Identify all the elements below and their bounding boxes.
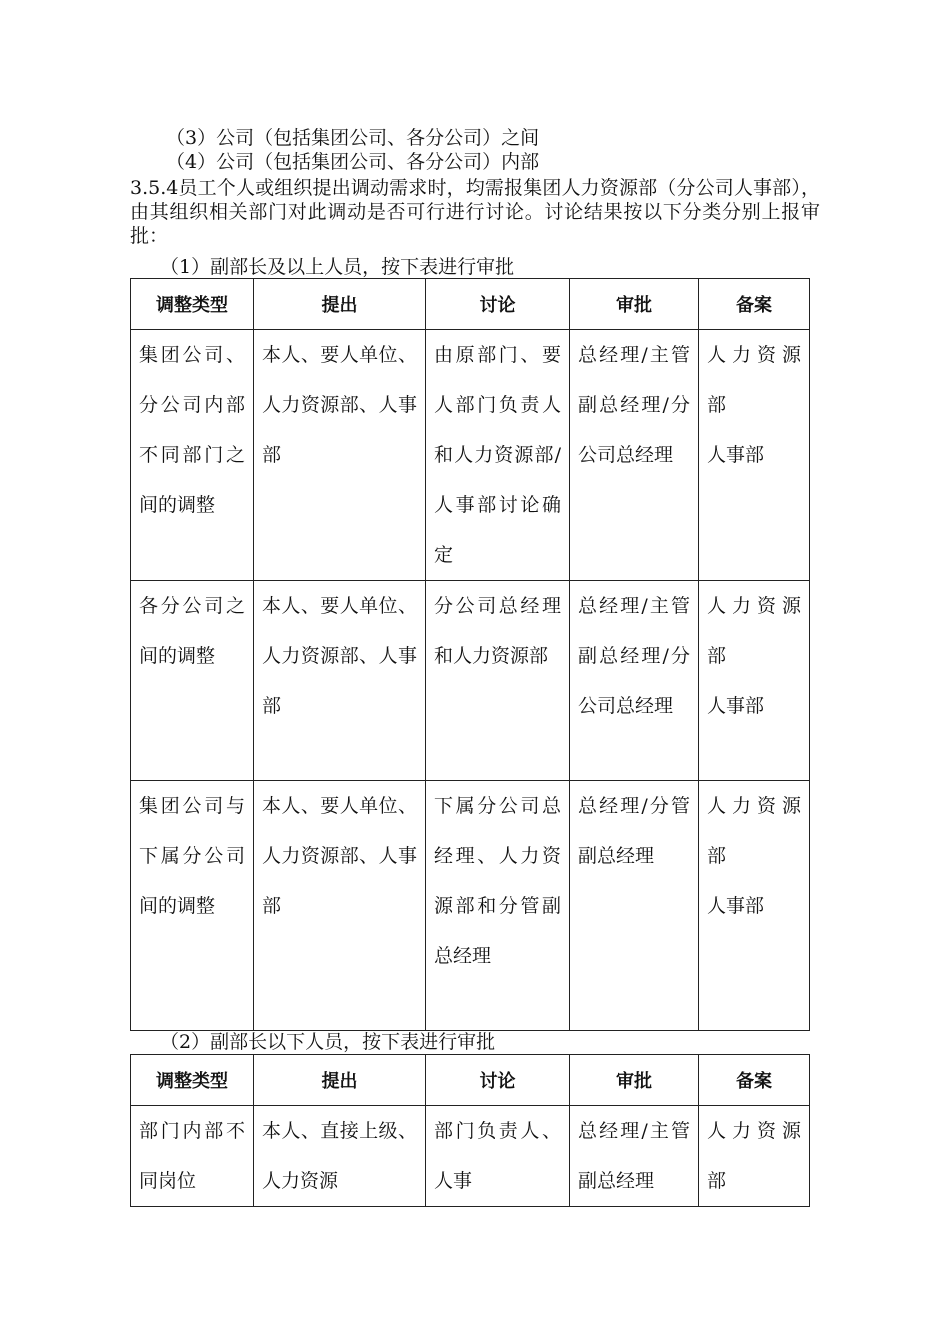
cell-record: 人力资源部 人事部 xyxy=(699,330,810,581)
cell-propose: 本人、要人单位、人力资源部、人事部 xyxy=(254,581,426,781)
table-header-row xyxy=(131,279,810,330)
subheading-1: （1）副部长及以上人员，按下表进行审批 xyxy=(160,256,515,278)
header-discuss: 讨论 xyxy=(426,1055,570,1106)
approval-table-1 xyxy=(130,278,810,1031)
cell-discuss: 由原部门、要人部门负责人和人力资源部/人事部讨论确定 xyxy=(426,330,570,581)
list-item-3: （3）公司（包括集团公司、各分公司）之间 xyxy=(166,127,540,149)
cell-record: 人力资源部 xyxy=(699,1106,810,1207)
cell-approve: 总经理/主管副总经理 xyxy=(570,1106,699,1207)
subheading-2: （2）副部长以下人员，按下表进行审批 xyxy=(160,1031,496,1053)
cell-type: 集团公司与下属分公司间的调整 xyxy=(131,781,254,1031)
header-record: 备案 xyxy=(699,279,810,330)
header-propose: 提出 xyxy=(254,1055,426,1106)
list-item-4: （4）公司（包括集团公司、各分公司）内部 xyxy=(166,151,540,173)
table-row xyxy=(131,781,810,1031)
table-row xyxy=(131,581,810,781)
header-approve: 审批 xyxy=(570,1055,699,1106)
approval-table-2 xyxy=(130,1054,810,1207)
cell-discuss: 下属分公司总经理、人力资源部和分管副总经理 xyxy=(426,781,570,1031)
cell-approve: 总经理/主管副总经理/分公司总经理 xyxy=(570,330,699,581)
header-discuss: 讨论 xyxy=(426,279,570,330)
cell-record: 人力资源部 人事部 xyxy=(699,581,810,781)
cell-type: 各分公司之间的调整 xyxy=(131,581,254,781)
table-row xyxy=(131,1106,810,1207)
cell-propose: 本人、直接上级、人力资源 xyxy=(254,1106,426,1207)
header-type: 调整类型 xyxy=(131,1055,254,1106)
cell-discuss: 分公司总经理和人力资源部 xyxy=(426,581,570,781)
header-propose: 提出 xyxy=(254,279,426,330)
table-row xyxy=(131,330,810,581)
cell-record: 人力资源部 人事部 xyxy=(699,781,810,1031)
table-header-row xyxy=(131,1055,810,1106)
header-type: 调整类型 xyxy=(131,279,254,330)
cell-propose: 本人、要人单位、人力资源部、人事部 xyxy=(254,781,426,1031)
header-record: 备案 xyxy=(699,1055,810,1106)
cell-discuss: 部门负责人、人事 xyxy=(426,1106,570,1207)
paragraph-3-5-4: 3.5.4员工个人或组织提出调动需求时，均需报集团人力资源部（分公司人事部），由其组织相关部门对此调动是否可行进行讨论。讨论结果按以下分类分别上报审批： xyxy=(130,177,820,247)
cell-approve: 总经理/主管副总经理/分公司总经理 xyxy=(570,581,699,781)
cell-propose: 本人、要人单位、人力资源部、人事部 xyxy=(254,330,426,581)
header-approve: 审批 xyxy=(570,279,699,330)
cell-type: 集团公司、分公司内部不同部门之间的调整 xyxy=(131,330,254,581)
cell-type: 部门内部不同岗位 xyxy=(131,1106,254,1207)
cell-approve: 总经理/分管副总经理 xyxy=(570,781,699,1031)
